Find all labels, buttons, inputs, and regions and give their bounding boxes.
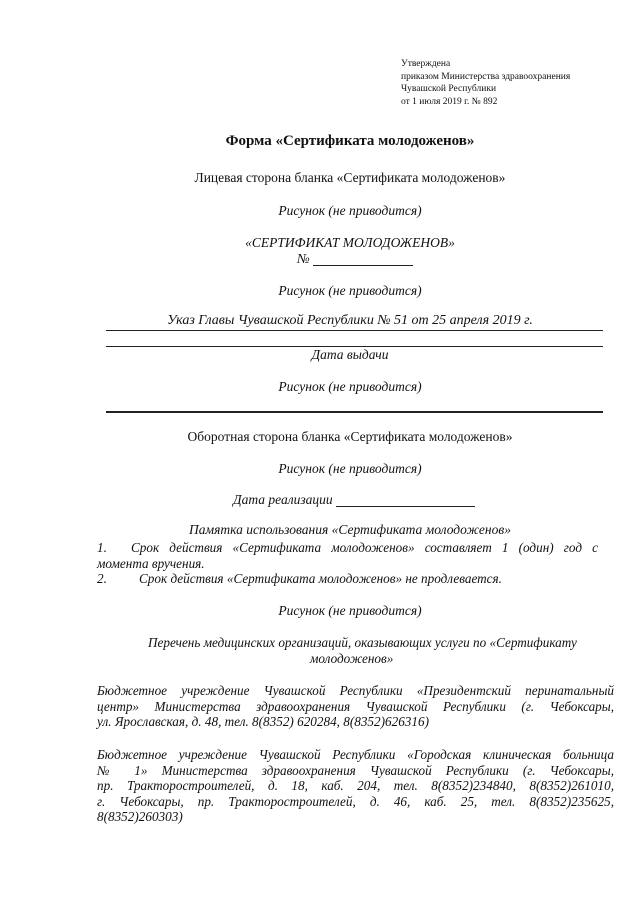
orgs-list-title: Перечень медицинских организаций, оказывающих услуги по «Сертификату <box>148 635 577 650</box>
figure-placeholder: Рисунок (не приводится) <box>278 283 422 298</box>
issue-date-label: Дата выдачи <box>311 347 389 362</box>
cut-line <box>106 411 603 413</box>
figure-placeholder: Рисунок (не приводится) <box>278 603 422 618</box>
memo-item-text: Срок действия «Сертификата молодоженов» не продлевается. <box>139 571 502 586</box>
decree-text: Указ Главы Чувашской Республики № 51 от 25 апреля 2019 г. <box>167 313 533 328</box>
org-text-line: 8(8352)260303) <box>97 809 183 824</box>
front-side-heading: Лицевая сторона бланка «Сертификата молодоженов» <box>194 170 506 185</box>
memo-item-text: момента вручения. <box>97 555 205 571</box>
memo-item-number: 2. <box>97 571 107 586</box>
approval-stamp <box>401 58 570 108</box>
approval-line: Чувашской Республики <box>401 84 497 94</box>
memo-item <box>97 540 598 571</box>
medical-org-entry <box>97 683 614 730</box>
certificate-title: «СЕРТИФИКАТ МОЛОДОЖЕНОВ» <box>245 235 455 250</box>
back-side-heading: Оборотная сторона бланка «Сертификата молодоженов» <box>187 429 513 444</box>
figure-placeholder: Рисунок (не приводится) <box>278 203 422 218</box>
figure-placeholder: Рисунок (не приводится) <box>278 379 422 394</box>
realization-date-label: Дата реализации <box>233 492 333 507</box>
memo-title: Памятка использования «Сертификата молодоженов» <box>189 522 511 537</box>
memo-item-text: Срок действия «Сертификата молодоженов» составляет 1 (один) год с <box>131 540 598 555</box>
realization-date-line <box>336 506 475 507</box>
orgs-list-title: молодоженов» <box>310 651 394 666</box>
approval-line: приказом Министерства здравоохранения <box>401 71 571 82</box>
org-text-line: Бюджетное учреждение Чувашской Республики «Городская клиническая больница <box>97 747 614 762</box>
figure-placeholder: Рисунок (не приводится) <box>278 461 422 476</box>
number-label: № <box>297 251 310 266</box>
org-text-line: Бюджетное учреждение Чувашской Республики «Президентский перинатальный <box>97 683 614 698</box>
org-text-line: центр» Министерства здравоохранения Чувашской Республики (г. Чебоксары, <box>97 698 614 714</box>
org-text-line: пр. Тракторостроителей, д. 18, каб. 204, тел. 8(8352)234840, 8(8352)261010, <box>97 778 614 793</box>
approval-line: Утверждена <box>401 59 451 69</box>
approval-line: от 1 июля 2019 г. № 892 <box>401 96 498 107</box>
org-text-line: № 1» Министерства здравоохранения Чувашской Республики (г. Чебоксары, <box>97 762 614 778</box>
number-blank-line <box>313 265 413 266</box>
medical-org-entry <box>97 747 614 825</box>
decree-underline <box>106 330 603 331</box>
memo-item-number: 1. <box>97 540 107 555</box>
org-text-line: г. Чебоксары, пр. Тракторостроителей, д. 46, каб. 25, тел. 8(8352)235625, <box>97 793 614 809</box>
org-text-line: ул. Ярославская, д. 48, тел. 8(8352) 620284, 8(8352)626316) <box>97 714 429 729</box>
document-title: Форма «Сертификата молодоженов» <box>225 133 475 149</box>
